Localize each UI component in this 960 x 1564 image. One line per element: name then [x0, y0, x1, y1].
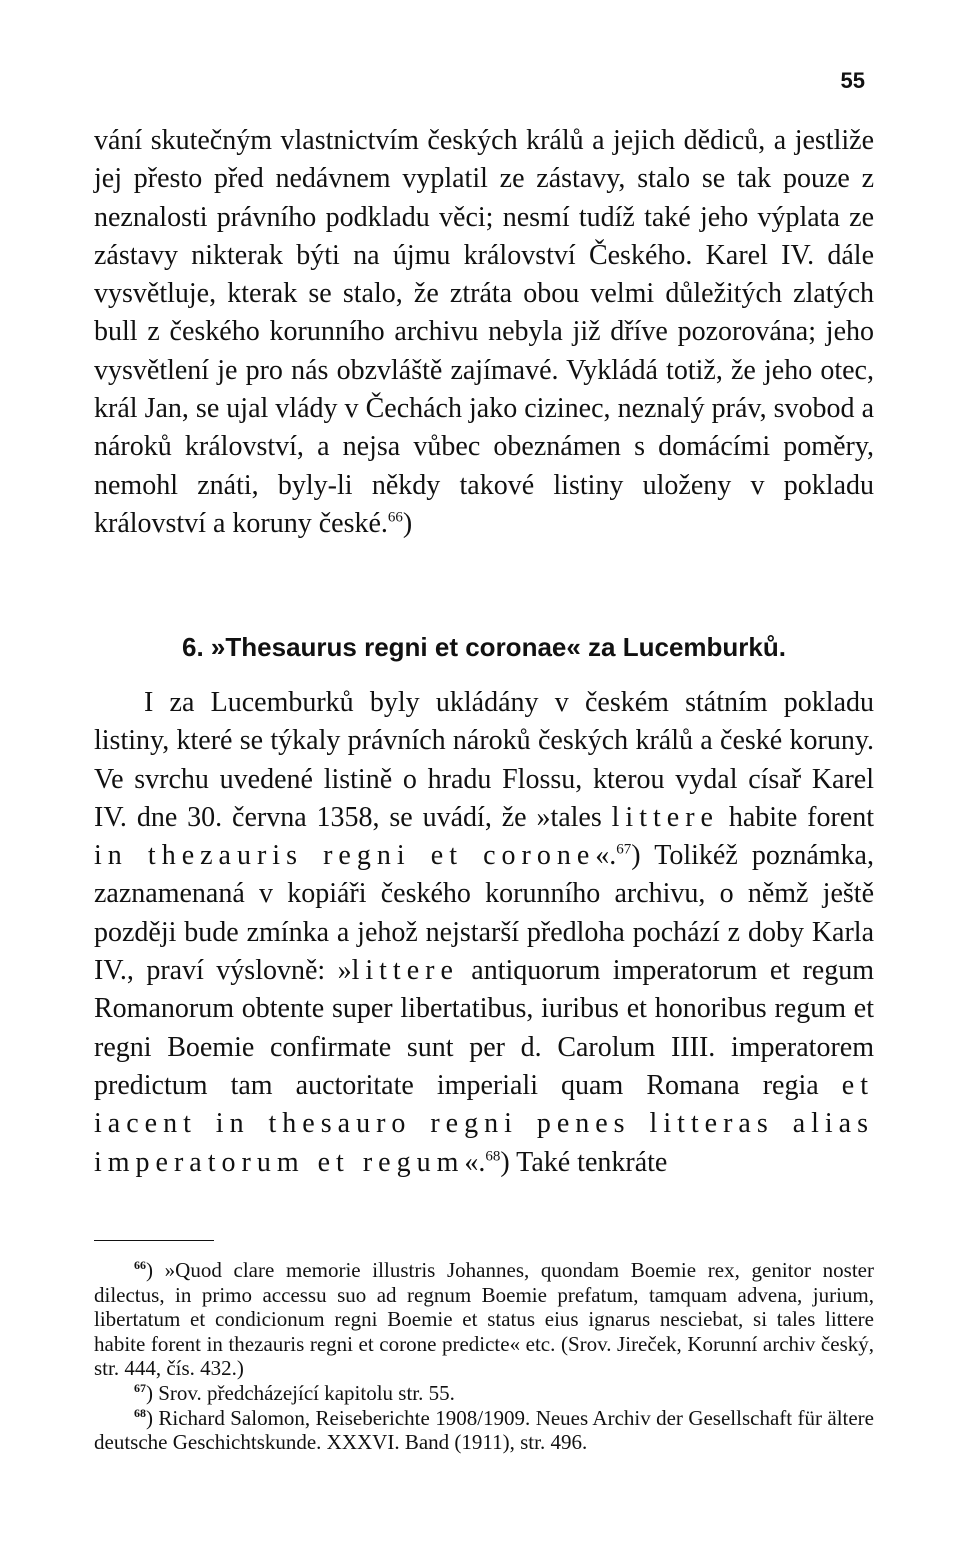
footnote-ref-66[interactable]: 66 [387, 509, 403, 526]
text-run: «. [464, 1146, 486, 1178]
text-run: ) Také tenkráte [500, 1146, 668, 1178]
footnote-67 [94, 1381, 874, 1406]
spaced-text: littere [351, 955, 459, 987]
footnote-66 [94, 1258, 874, 1381]
footnote-mark: 68 [134, 1405, 146, 1420]
spaced-text: in thezauris regni et corone [94, 840, 596, 872]
footnote-mark: 67 [134, 1380, 146, 1395]
paragraph-text: vání skutečným vlastnictvím českých králů a jejich dědiců, a jestliže jej přesto před nedávnem vyplatil ze zástavy, stalo se tak pouze z neznalosti právního podkladu věci; nesmí tudíž také jeho výplata ze zástavy nikterak býti na újmu království Českého. Karel IV. dále vysvětluje, kterak se stalo, že ztráta obou velmi důležitých zlatých bull z českého korunního archivu nebyla již dříve pozorována; jeho vysvětlení je pro nás obzvláště zajímavé. Vykládá totiž, že jeho otec, král Jan, se ujal vlády v Čechách jako cizinec, neznalý práv, svobod a nároků království, a nejsa vůbec obeznámen s domácími poměry, nemohl znáti, byly-li někdy takové listiny uloženy v pokladu království a koruny české. [94, 125, 874, 539]
text-run: «. [595, 840, 617, 872]
footnote-ref-67[interactable]: 67 [616, 841, 632, 858]
spaced-text: littere [611, 801, 719, 833]
text-run: I za Lucemburků byly ukládány v českém státním pokladu listiny, které se týkaly právních nároků českých králů a české koruny. Ve svrchu uvedené listině o hradu Flossu, kterou vydal císař Karel IV. dne 30. června 1358, se uvádí, že »tales [94, 687, 874, 833]
text-run: ) Tolikéž poznámka, zaznamenaná v kopiáři českého korunního archivu, o němž ještě později bude zmínka a jehož nejstarší předloha pochází z doby Karla IV., praví výslovně: » [94, 840, 874, 987]
footnote-mark: 66 [134, 1258, 146, 1272]
footnote-text: ) Srov. předcházející kapitolu str. 55. [146, 1380, 455, 1405]
paragraph-section-6 [94, 684, 874, 1182]
spaced-text: et iacent in thesauro regni penes litteras alias imperatorum et regum [94, 1069, 874, 1178]
footnote-68 [94, 1406, 874, 1455]
footnote-ref-68[interactable]: 68 [485, 1148, 501, 1165]
paragraph-continued: vání skutečným vlastnictvím českých králů a jejich dědiců, a jestliže jej přesto před nedávnem vyplatil ze zástavy, stalo se tak pouze z neznalosti právního podkladu věci; nesmí tudíž také jeho výplata ze zástavy nikterak býti na újmu království Českého. Karel IV. dále vysvětluje, kterak se stalo, že ztráta obou velmi důležitých zlatých bull z českého korunního archivu nebyla již dříve pozorována; jeho vysvětlení je pro nás obzvláště zajímavé. Vykládá totiž, že jeho otec, král Jan, se ujal vlády v Čechách jako cizinec, neznalý práv, svobod a nároků království, a nejsa vůbec obeznámen s domácími poměry, nemohl znáti, byly-li někdy takové listiny uloženy v pokladu království a koruny české.$^{66}$) [94, 125, 874, 539]
text-run: habite forent [718, 801, 874, 833]
footnote-divider [94, 1240, 214, 1241]
footnotes [94, 1258, 874, 1455]
text-run: antiquorum imperatorum et regum Romanorum obtente super libertatibus, iuribus et honoribus regum et regni Boemie confirmate sunt per d. Carolum IIII. imperatorem predictum tam auctoritate imperiali quam Romana regia [94, 955, 874, 1101]
footnote-text: ) »Quod clare memorie illustris Johannes, quondam Boemie rex, genitor noster dilectus, in primo accessu suo ad regnum Boemie prefatum, tamquam advena, jurium, libertatum et condicionum regni Boemie et status eius ignarus nesciebat, si tales littere habite forent in thezauris regni et corone predicte« etc. (Srov. Jireček, Korunní archiv český, str. 444, čís. 432.) [94, 1258, 874, 1381]
footnote-text: ) Richard Salomon, Reiseberichte 1908/1909. Neues Archiv der Gesellschaft für ältere deutsche Geschichtskunde. XXXVI. Band (1911), str. 496. [94, 1405, 874, 1455]
section-heading: 6. »Thesaurus regni et coronae« za Lucemburků. [182, 632, 786, 662]
page-number: 55 [840, 68, 865, 93]
